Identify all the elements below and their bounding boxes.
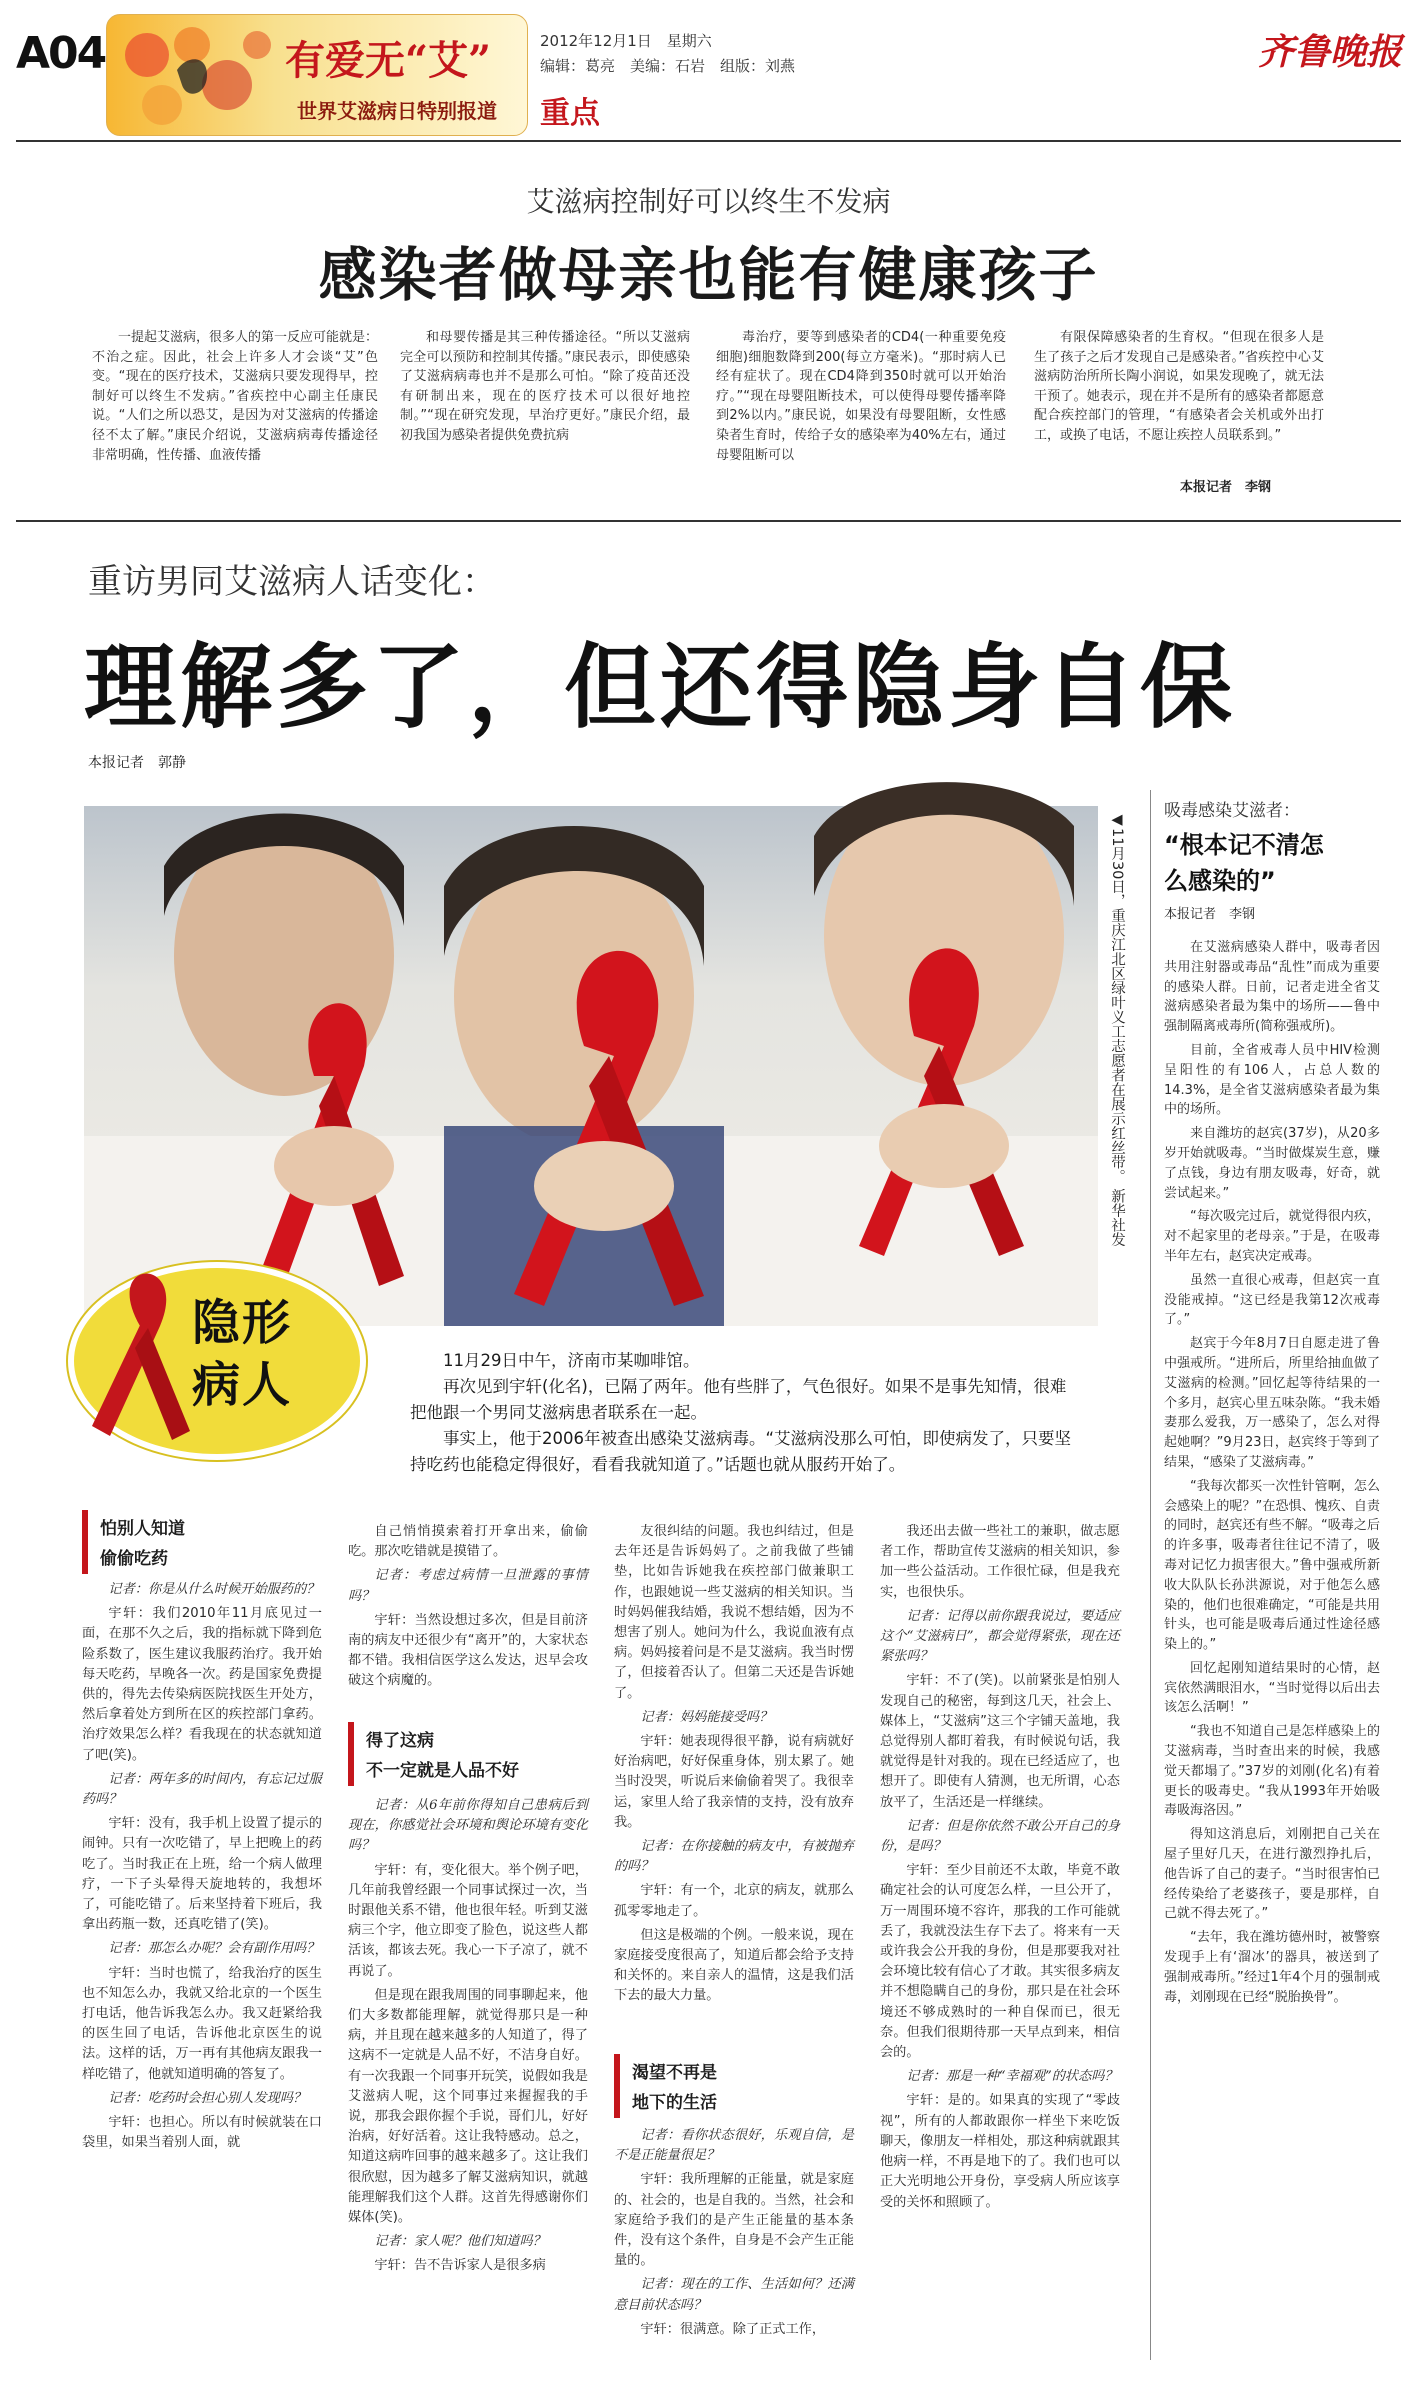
subhead-line: 渴望不再是 bbox=[632, 2063, 717, 2083]
sidebar-body: 在艾滋病感染人群中，吸毒者因共用注射器或毒品“乱性”而成为重要的感染人群。日前，记者走进全省艾滋病感染者最为集中的场所——鲁中强制隔离戒毒所(简称强戒所)。 目前，全省戒毒人员中HIV检测呈阳性的有106人，占总人数的14.3%，是全省艾滋病感染者最为集中的场所。 来自潍坊的赵宾(37岁)，从20多岁开始就吸毒。“当时做煤炭生意，赚了点钱，身边有朋友吸毒，好奇，就尝试起来。” “每次吸完过后，就觉得很内疚，对不起家里的老母亲。”于是，在吸毒半年左右，赵宾决定戒毒。 虽然一直很心戒毒，但赵宾一直没能戒掉。“这已经是我第12次戒毒了。” 赵宾于今年8月7日自愿走进了鲁中强戒所。“进所后，所里给抽血做了艾滋病的检测。”回忆起等待结果的一个多月，赵宾心里五味杂陈。“我未婚妻那么爱我，万一感染了，怎么对得起她啊？”9月23日，赵宾终于等到了结果，“感染了艾滋病毒。” “我每次都买一次性针管啊，怎么会感染上的呢？”在恐惧、愧疚、自责的同时，赵宾还有些不解。“吸毒之后的许多事，吸毒者往往记不清了，吸毒对记忆力损害很大。”鲁中强戒所新收大队队长孙洪源说，对于他怎么感染的，他们也很难确定，“可能是共用针头，也可能是吸毒后通过性途径感染上的。” 回忆起刚知道结果时的心情，赵宾依然满眼泪水，“当时觉得以后出去该怎么活啊！” “我也不知道自己是怎样感染上的艾滋病毒，当时查出来的时候，我感觉天都塌了。”37岁的刘刚(化名)有着更长的吸毒史。“我从1993年开始吸毒吸海洛因。” 得知这消息后，刘刚把自己关在屋子里好几天，在进行激烈挣扎后，他告诉了自己的妻子。“当时很害怕已经传染给了老婆孩子，要是那样，自己就不得去死了。” “去年，我在潍坊德州时，被警察发现手上有‘溜冰’的器具，被送到了强制戒毒所。”经过1年4个月的强制戒毒，刘刚现在已经“脱胎换骨”。 bbox=[1164, 940, 1380, 2005]
article1-headline: 感染者做母亲也能有健康孩子 bbox=[318, 241, 1099, 309]
subhead-line: 地下的生活 bbox=[632, 2093, 717, 2113]
page-number: A04 bbox=[16, 28, 106, 79]
article1-kicker: 艾滋病控制好可以终生不发病 bbox=[526, 185, 891, 218]
article1-column-2: 和母婴传播是其三种传播途径。“所以艾滋病完全可以预防和控制其传播。”康民表示，即使感染了艾滋病病毒也并不是那么可怕。“除了疫苗还没有研制出来，现在的医疗技术可以很好地控制。”“现在研究发现，早治疗更好。”康民介绍，最初我国为感染者提供免费抗病 bbox=[400, 330, 690, 443]
section-label: 重点 bbox=[540, 96, 600, 131]
ribbon-photo bbox=[84, 806, 1098, 1326]
sidebar-kicker: 吸毒感染艾滋者： bbox=[1164, 801, 1300, 821]
sidebar-divider bbox=[1150, 790, 1151, 2360]
intro-paragraph: 11月29日中午，济南市某咖啡馆。 bbox=[443, 1351, 700, 1370]
subhead-3 bbox=[614, 2054, 854, 2118]
newspaper-logo: 齐鲁晚报 bbox=[1258, 31, 1403, 73]
photo-caption: ◀11月30日，重庆江北区绿叶义工志愿者在展示红丝带。 新华社发 bbox=[1109, 812, 1125, 1247]
article2-byline: 本报记者 郭静 bbox=[88, 755, 186, 771]
subhead-line: 怕别人知道 bbox=[100, 1519, 185, 1539]
body-column-3b: 记者：看你状态很好，乐观自信，是不是正能量很足？ 宇轩：我所理解的正能量，就是家庭的、社会的，也是自我的。当然，社会和家庭给予我们的是产生正能量的基本条件，没有这个条件，自身是不会产生正能量的。 记者：现在的工作、生活如何？还满意目前状态吗？ 宇轩：很满意。除了正式工作， bbox=[614, 2128, 854, 2337]
photo-illustration bbox=[84, 806, 1098, 1326]
body-column-3a: 友很纠结的问题。我也纠结过，但是去年还是告诉妈妈了。之前我做了些铺垫，比如告诉她我在疾控部门做兼职工作，也跟她说一些艾滋病的相关知识。当时妈妈催我结婚，我说不想结婚，因为不想害了别人。她问为什么，我说血液有点病。妈妈接着问是不是艾滋病。我当时愣了，但接着否认了。但第二天还是告诉她了。 记者：妈妈能接受吗？ 宇轩：她表现得很平静，说有病就好好治病吧，好好保重身体，别太累了。她当时没哭，听说后来偷偷着哭了。我很幸运，家里人给了我亲情的支持，没有放弃我。 记者：在你接触的病友中，有被抛弃的吗？ 宇轩：有一个，北京的病友，就那么孤零零地走了。 但这是极端的个例。一般来说，现在家庭接受度很高了，知道后都会给予支持和关怀的。来自亲人的温情，这是我们活下去的最大力量。 bbox=[614, 1524, 854, 2004]
handprint-icon bbox=[107, 15, 277, 135]
hidden-patient-badge bbox=[60, 1262, 360, 1448]
badge-text: 隐形病人 bbox=[192, 1295, 293, 1413]
body-column-4: 我还出去做一些社工的兼职，做志愿者工作，帮助宣传艾滋病的相关知识，参加一些公益活动。工作很忙碌，但是我充实，也很快乐。 记者：记得以前你跟我说过，要适应这个“艾滋病日”，都会觉得紧张，现在还紧张吗？ 宇轩：不了(笑)。以前紧张是怕别人发现自己的秘密，每到这几天，社会上、媒体上，“艾滋病”这三个字铺天盖地，我总觉得别人都盯着我，有时候说句话，我就觉得是针对我的。现在已经适应了，也想开了。即使有人猜测，也无所谓，心态放平了，生活还是一样继续。 记者：但是你依然不敢公开自己的身份，是吗？ 宇轩：至少目前还不太敢，毕竟不敢确定社会的认可度怎么样，一旦公开了，万一周围环境不容许，那我的工作可能就丢了，我就没法生存下去了。将来有一天或许我会公开我的身份，但是那要我对社会环境比较有信心了才敢。其实很多病友并不想隐瞒自己的身份，那只是在社会环境还不够成熟时的一种自保而已，很无奈。但我们很期待那一天早点到来，相信会的。 记者：那是一种“幸福观”的状态吗？ 宇轩：是的。如果真的实现了“零歧视”，所有的人都敢跟你一样坐下来吃饭聊天，像朋友一样相处，那这种病就跟其他病一样，不再是地下的了。我们也可以正大光明地公开身份，享受病人所应该享受的关怀和照顾了。 bbox=[880, 1524, 1120, 2210]
article1-byline: 本报记者 李钢 bbox=[1180, 480, 1272, 495]
intro-paragraph: 事实上，他于2006年被查出感染艾滋病毒。“艾滋病没那么可怕，即使病发了，只要坚持吃药也能稳定得很好，看看我就知道了。”话题也就从服药开始了。 bbox=[410, 1429, 1072, 1474]
article1-rule bbox=[16, 520, 1401, 522]
subhead-line: 得了这病 bbox=[366, 1731, 434, 1751]
banner-subtitle: 世界艾滋病日特别报道 bbox=[297, 99, 497, 123]
body-column-2b: 记者：从6年前你得知自己患病后到现在，你感觉社会环境和舆论环境有变化吗？ 宇轩：有，变化很大。举个例子吧，几年前我曾经跟一个同事试探过一次，当时跟他关系不错，他也很年轻。听到艾滋病三个字，他立即变了脸色，说这些人都活该，都该去死。我心一下子凉了，就不再说了。 但是现在跟我周围的同事聊起来，他们大多数都能理解，就觉得那只是一种病，并且现在越来越多的人知道了，得了这病不一定就是人品不好，不洁身自好。有一次我跟一个同事开玩笑，说假如我是艾滋病人呢，这个同事过来握握我的手说，那我会跟你握个手说，哥们儿，好好治病，好好活着。这让我特感动。总之，知道这病咋回事的越来越多了。这让我们很欣慰，因为越多了解艾滋病知识，就越能理解我们这个人群。这首先得感谢你们媒体(笑)。 记者：家人呢？他们知道吗？ 宇轩：告不告诉家人是很多病 bbox=[348, 1798, 588, 2274]
article2-headline: 理解多了，但还得隐身自保 bbox=[84, 634, 1237, 741]
body-column-1: 记者：你是从什么时候开始服药的？ 宇轩：我们2010年11月底见过一面，在那不久之后，我的指标就下降到危险系数了，医生建议我服药治疗。我开始每天吃药，早晚各一次。药是国家免费提供的，得先去传染病医院找医生开处方，然后拿着处方到所在区的疾控部门拿药。治疗效果怎么样？看我现在的状态就知道了吧(笑)。 记者：两年多的时间内，有忘记过服药吗？ 宇轩：没有，我手机上设置了提示的闹钟。只有一次吃错了，早上把晚上的药吃了。当时我正在上班，给一个病人做理疗，一下子头晕得天旋地转的，我想坏了，可能吃错了。后来坚持着下班后，我拿出药瓶一数，还真吃错了(笑)。 记者：那怎么办呢？会有副作用吗？ 宇轩：当时也慌了，给我治疗的医生也不知怎么办，我就又给北京的一个医生打电话，他告诉我怎么办。我又赶紧给我的医生回了电话，告诉他北京医生的说法。这样的话，万一再有其他病友跟我一样吃错了，他就知道明确的答复了。 记者：吃药时会担心别人发现吗？ 宇轩：也担心。所以有时候就装在口袋里，如果当着别人面，就 bbox=[82, 1582, 322, 2151]
masthead bbox=[0, 0, 1417, 140]
subhead-1 bbox=[82, 1510, 312, 1574]
article2-kicker: 重访男同艾滋病人话变化： bbox=[88, 562, 496, 602]
subhead-line: 偷偷吃药 bbox=[100, 1549, 168, 1569]
editors-line: 编辑：葛亮 美编：石岩 组版：刘燕 bbox=[540, 57, 796, 75]
article1-column-3: 毒治疗，要等到感染者的CD4(一种重要免疫细胞)细胞数降到200(每立方毫米)。“那时病人已经有症状了。现在CD4降到350时就可以开始治疗。”“现在母婴阻断技术，可以使得母婴传播率降到2%以内。”康民说，如果没有母婴阻断，女性感染者生育时，传给子女的感染率为40%左右，通过母婴阻断可以 bbox=[716, 330, 1006, 463]
intro-paragraph: 再次见到宇轩(化名)，已隔了两年。他有些胖了，气色很好。如果不是事先知情，很难把他跟一个男同艾滋病患者联系在一起。 bbox=[410, 1377, 1067, 1422]
banner bbox=[106, 14, 528, 136]
subhead-2 bbox=[348, 1722, 588, 1786]
article1-column-4: 有限保障感染者的生育权。“但现在很多人是生了孩子之后才发现自己是感染者。”省疾控中心艾滋病防治所所长陶小润说，如果发现晚了，就无法干预了。她表示，现在并不是所有的感染者都愿意配合疾控部门的管理，“有感染者会关机或外出打工，或换了电话，不愿让疾控人员联系到。” bbox=[1034, 330, 1324, 443]
banner-title: 有爱无“艾” bbox=[285, 37, 492, 84]
body-column-2a: 自己悄悄摸索着打开拿出来，偷偷吃。那次吃错就是摸错了。 记者：考虑过病情一旦泄露的事情吗？ 宇轩：当然设想过多次，但是目前济南的病友中还很少有“离开”的，大家状态都不错。我相信医学这么发达，迟早会攻破这个病魔的。 bbox=[348, 1524, 588, 1689]
sidebar-headline: “根本记不清怎么感染的” bbox=[1164, 831, 1324, 895]
sidebar bbox=[1164, 796, 1380, 2356]
article2-intro bbox=[410, 1348, 1080, 1478]
sidebar-byline: 本报记者 李钢 bbox=[1164, 907, 1256, 922]
issue-date: 2012年12月1日 星期六 bbox=[540, 32, 712, 50]
red-ribbon-icon bbox=[80, 1266, 200, 1446]
subhead-line: 不一定就是人品不好 bbox=[366, 1761, 519, 1781]
article1-column-1: 一提起艾滋病，很多人的第一反应可能就是：不治之症。因此，社会上许多人才会谈“艾”色变。“现在的医疗技术，艾滋病只要发现得早，控制好可以终生不发病。”省疾控中心副主任康民说。“人们之所以恐艾，是因为对艾滋病的传播途径不太了解。”康民介绍说，艾滋病病毒传播途径非常明确，性传播、血液传播 bbox=[92, 330, 379, 463]
masthead-rule bbox=[16, 140, 1401, 142]
